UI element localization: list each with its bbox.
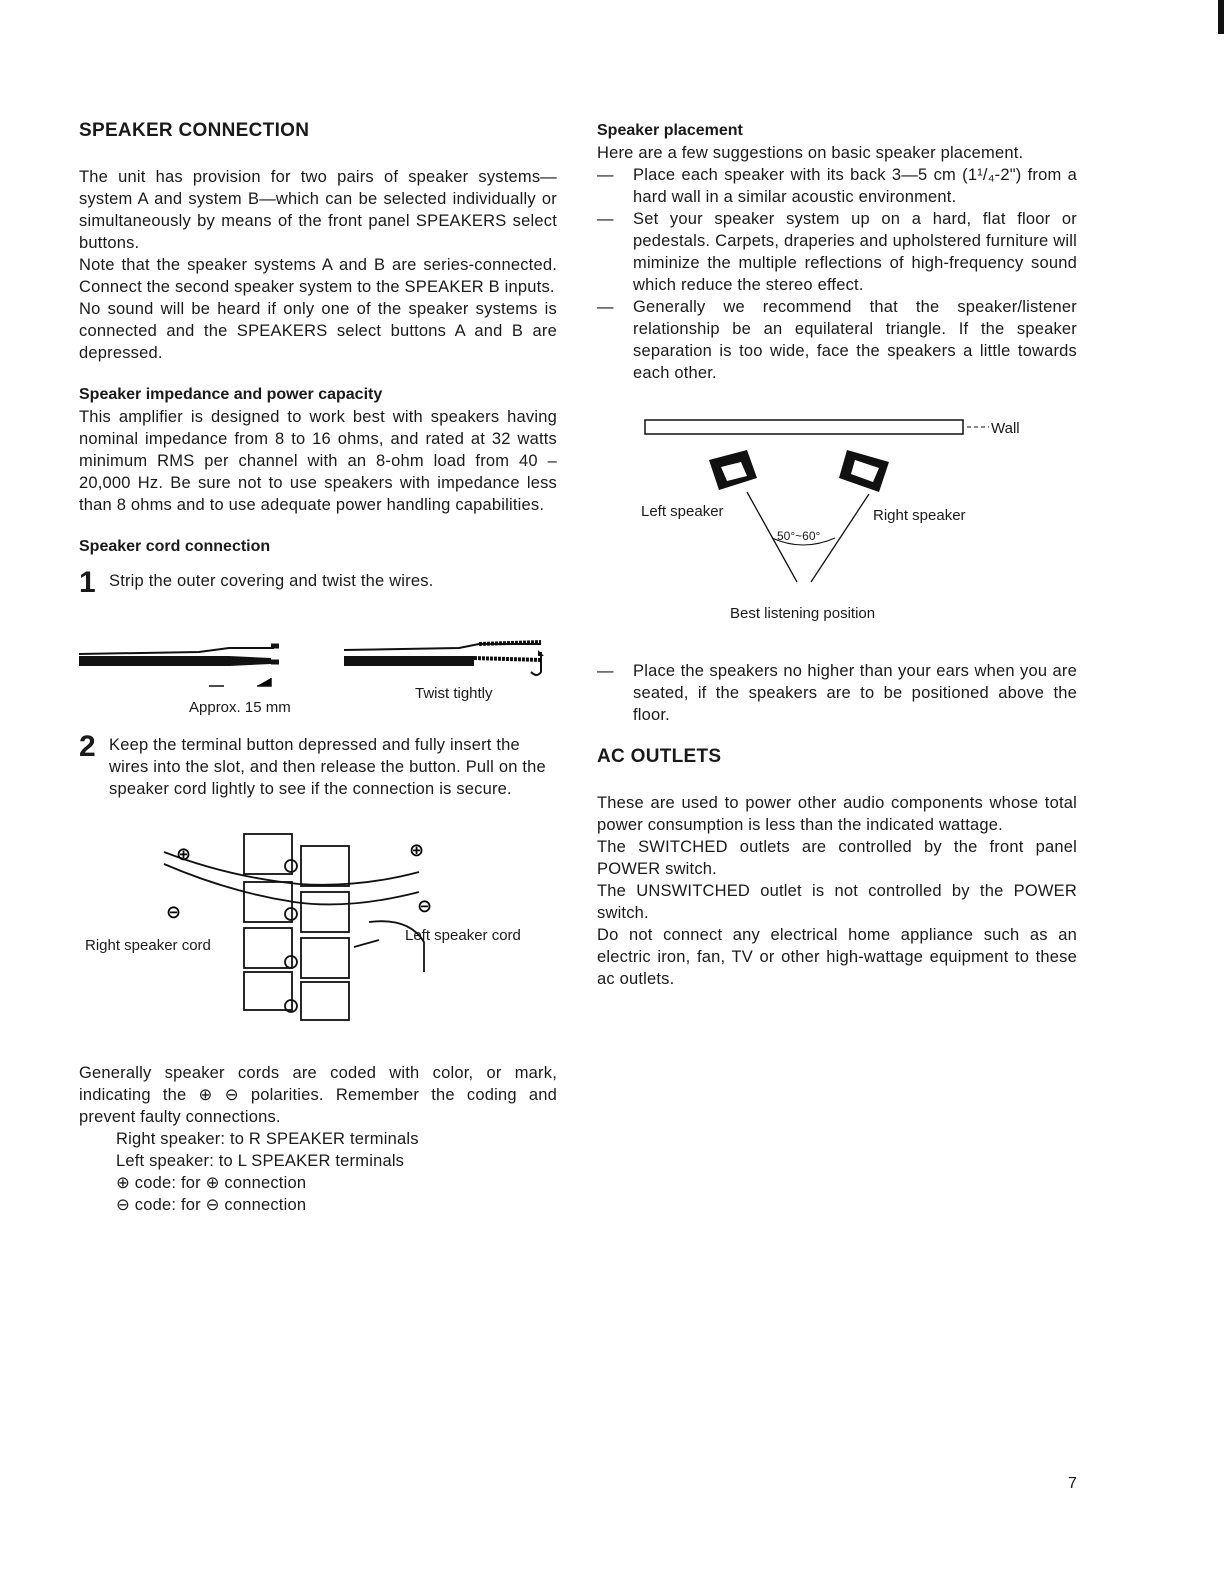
left-speaker-label: Left speaker: [641, 503, 724, 520]
speaker-terminal-block-illustration: [164, 834, 424, 1020]
impedance-heading: Speaker impedance and power capacity: [79, 386, 383, 403]
speaker-placement-diagram: [597, 412, 1077, 632]
placement-heading: Speaker placement: [597, 122, 743, 139]
right-column: [597, 120, 1077, 990]
approx-15mm-label: Approx. 15 mm: [189, 699, 291, 716]
placement-item: [597, 208, 1077, 296]
coding-section: [79, 1062, 557, 1216]
coding-line: Right speaker: to R SPEAKER terminals: [116, 1130, 419, 1148]
ac-paragraph: These are used to power other audio components whose total power consumption is less than the indicated wattage.: [597, 794, 1077, 834]
left-speaker-cord-label: Left speaker cord: [405, 927, 521, 944]
minus-symbol: ⊖: [417, 896, 433, 916]
coding-line: ⊖ code: for ⊖ connection: [116, 1196, 307, 1214]
impedance-text: This amplifier is designed to work best with speakers having nominal impedance from 8 to 16 ohms, and rated at 32 watts minimum RMS per channel with an 8-ohm load from 40 – 20,000 Hz. Be sure not to use speakers with impedance less than 8 ohms and to use adequate power handling capabilities.: [79, 408, 557, 514]
intro-paragraph: The unit has provision for two pairs of speaker systems— system A and system B—which can be selected individually or simultaneously by means of the front panel SPEAKERS select buttons.: [79, 168, 557, 252]
stripped-wire-illustration: [79, 646, 279, 686]
intro-paragraph: Note that the speaker systems A and B are series-connected. Connect the second speaker system to the SPEAKER B inputs.: [79, 256, 557, 296]
intro-paragraph: No sound will be heard if only one of the speaker systems is connected and the SPEAKERS select buttons A and B are depressed.: [79, 300, 557, 362]
page-edge-mark: [1218, 0, 1224, 34]
placement-item-text: Place each speaker with its back 3—5 cm (1¹/₄-2") from a hard wall in a similar acoustic environment.: [633, 166, 1077, 206]
section-title-speaker-connection: SPEAKER CONNECTION: [79, 120, 310, 141]
left-speaker-icon: [709, 450, 757, 490]
placement-item: [597, 296, 1077, 384]
twisted-wire-illustration: [344, 642, 544, 675]
right-speaker-label: Right speaker: [873, 507, 966, 524]
section-title-ac-outlets: AC OUTLETS: [597, 746, 722, 767]
placement-item-text: Set your speaker system up on a hard, flat floor or pedestals. Carpets, draperies and upholstered furniture will miminize the multiple reflections of high-frequency sound which reduce the stereo effect.: [633, 210, 1077, 294]
step-1-number: 1: [79, 566, 96, 599]
step-1: [79, 566, 557, 599]
wall-illustration: [645, 420, 989, 434]
placement-item: [597, 660, 1077, 726]
coding-line: Left speaker: to L SPEAKER terminals: [116, 1152, 405, 1170]
page-number: 7: [1068, 1475, 1077, 1492]
angle-label: 50°~60°: [777, 529, 821, 543]
placement-intro: Here are a few suggestions on basic speaker placement.: [597, 144, 1024, 162]
minus-symbol: ⊖: [166, 902, 182, 922]
step-2-text: Keep the terminal button depressed and fully insert the wires into the slot, and then release the button. Pull on the speaker cord lightly to see if the connection is secure.: [109, 736, 546, 798]
coding-text: Generally speaker cords are coded with color, or mark, indicating the ⊕ ⊖ polarities. Remember the coding and prevent faulty connections.: [79, 1064, 557, 1126]
plus-symbol: ⊕: [176, 844, 192, 864]
placement-item-text: Generally we recommend that the speaker/listener relationship be an equilateral triangle. If the speaker separation is too wide, face the speakers a little towards each other.: [633, 298, 1077, 382]
left-column: [79, 120, 557, 1216]
intro-text: [79, 166, 557, 364]
ac-paragraph: The SWITCHED outlets are controlled by the front panel POWER switch.: [597, 838, 1077, 878]
terminal-connection-figure: [79, 822, 557, 1022]
right-speaker-icon: [839, 450, 889, 492]
dash-bullet: —: [597, 210, 614, 228]
plus-symbol: ⊕: [409, 840, 425, 860]
cord-heading: Speaker cord connection: [79, 538, 271, 555]
placement-item: [597, 164, 1077, 208]
twist-tightly-label: Twist tightly: [415, 685, 493, 702]
dash-bullet: —: [597, 166, 614, 184]
cord-section: [79, 536, 557, 1022]
dash-bullet: —: [597, 298, 614, 316]
step-1-text: Strip the outer covering and twist the wires.: [109, 572, 434, 590]
step-2: [79, 730, 557, 800]
coding-line: ⊕ code: for ⊕ connection: [116, 1174, 307, 1192]
placement-item-text: Place the speakers no higher than your ears when you are seated, if the speakers are to be positioned above the floor.: [633, 662, 1077, 724]
ac-paragraph: Do not connect any electrical home appliance such as an electric iron, fan, TV or other high-wattage equipment to these ac outlets.: [597, 926, 1077, 988]
wall-label: Wall: [991, 420, 1020, 437]
wire-strip-figure: [79, 606, 557, 726]
impedance-section: [79, 384, 557, 516]
ac-paragraph: The UNSWITCHED outlet is not controlled by the POWER switch.: [597, 882, 1077, 922]
step-2-number: 2: [79, 730, 96, 763]
dash-bullet: —: [597, 662, 614, 680]
best-listening-label: Best listening position: [730, 605, 876, 622]
right-speaker-cord-label: Right speaker cord: [85, 937, 211, 954]
